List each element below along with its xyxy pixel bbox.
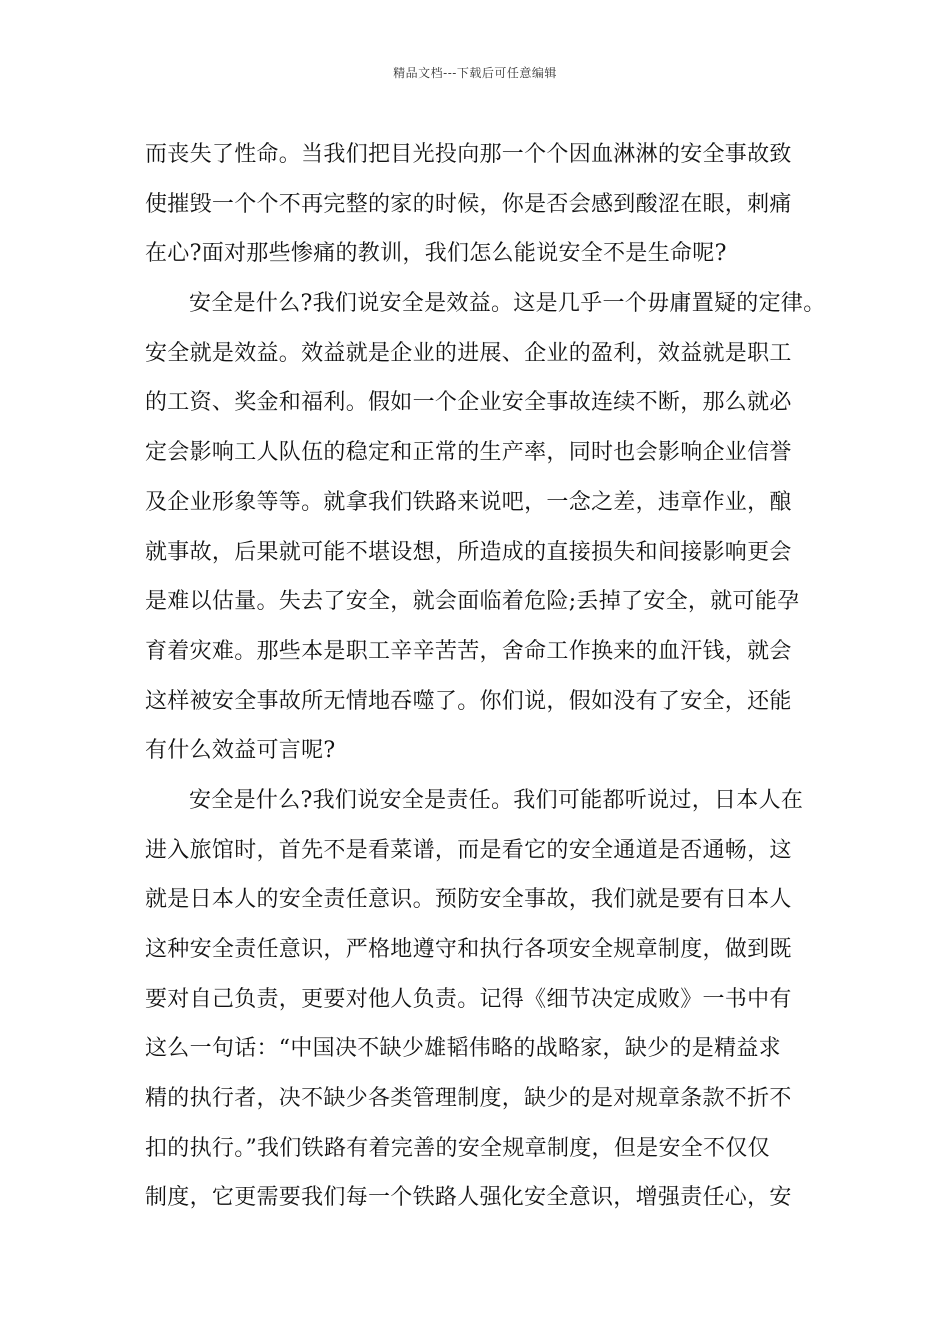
document-body bbox=[145, 130, 826, 1223]
paragraph-line: 育着灾难。那些本是职工辛辛苦苦，舍命工作换来的血汗钱，就会 bbox=[145, 638, 792, 664]
paragraph-line: 就事故，后果就可能不堪设想，所造成的直接损失和间接影响更会 bbox=[145, 539, 792, 565]
paragraph-line: 使摧毁一个个不再完整的家的时候，你是否会感到酸涩在眼，刺痛 bbox=[145, 191, 792, 217]
paragraph-line: 安全是什么?我们说安全是责任。我们可能都听说过，日本人在 bbox=[189, 787, 804, 813]
paragraph-line: 及企业形象等等。就拿我们铁路来说吧，一念之差，违章作业，酿 bbox=[145, 489, 792, 515]
paragraph-line: 精的执行者，决不缺少各类管理制度，缺少的是对规章条款不折不 bbox=[145, 1086, 792, 1112]
paragraph-3 bbox=[145, 776, 817, 1223]
paragraph-line: 的工资、奖金和福利。假如一个企业安全事故连续不断，那么就必 bbox=[145, 390, 792, 416]
paragraph-1 bbox=[145, 130, 817, 279]
paragraph-line: 安全就是效益。效益就是企业的进展、企业的盈利，效益就是职工 bbox=[145, 340, 792, 366]
paragraph-line: 是难以估量。失去了安全，就会面临着危险;丢掉了安全，就可能孕 bbox=[145, 589, 800, 615]
paragraph-line: 就是日本人的安全责任意识。预防安全事故，我们就是要有日本人 bbox=[145, 887, 792, 913]
paragraph-line: 制度，它更需要我们每一个铁路人强化安全意识，增强责任心，安 bbox=[145, 1185, 792, 1211]
paragraph-line: 这样被安全事故所无情地吞噬了。你们说，假如没有了安全，还能 bbox=[145, 688, 792, 714]
paragraph-line: 这种安全责任意识，严格地遵守和执行各项安全规章制度，做到既 bbox=[145, 937, 792, 962]
paragraph-line: 进入旅馆时，首先不是看菜谱，而是看它的安全通道是否通畅，这 bbox=[145, 837, 792, 863]
paragraph-line: 扣的执行。”我们铁路有着完善的安全规章制度，但是安全不仅仅 bbox=[145, 1135, 770, 1161]
paragraph-line: 而丧失了性命。当我们把目光投向那一个个因血淋淋的安全事故致 bbox=[145, 142, 792, 167]
page-header: 精品文档---下载后可任意编辑 bbox=[393, 66, 557, 80]
paragraph-2 bbox=[145, 279, 826, 776]
paragraph-line: 有什么效益可言呢? bbox=[145, 738, 336, 764]
paragraph-line: 定会影响工人队伍的稳定和正常的生产率，同时也会影响企业信誉 bbox=[145, 440, 792, 466]
paragraph-line: 安全是什么?我们说安全是效益。这是几乎一个毋庸置疑的定律。 bbox=[189, 291, 826, 317]
paragraph-line: 这么一句话：“中国决不缺少雄韬伟略的战略家，缺少的是精益求 bbox=[145, 1036, 781, 1062]
paragraph-line: 要对自己负责，更要对他人负责。记得《细节决定成败》一书中有 bbox=[145, 986, 792, 1012]
paragraph-line: 在心?面对那些惨痛的教训，我们怎么能说安全不是生命呢? bbox=[145, 241, 727, 267]
